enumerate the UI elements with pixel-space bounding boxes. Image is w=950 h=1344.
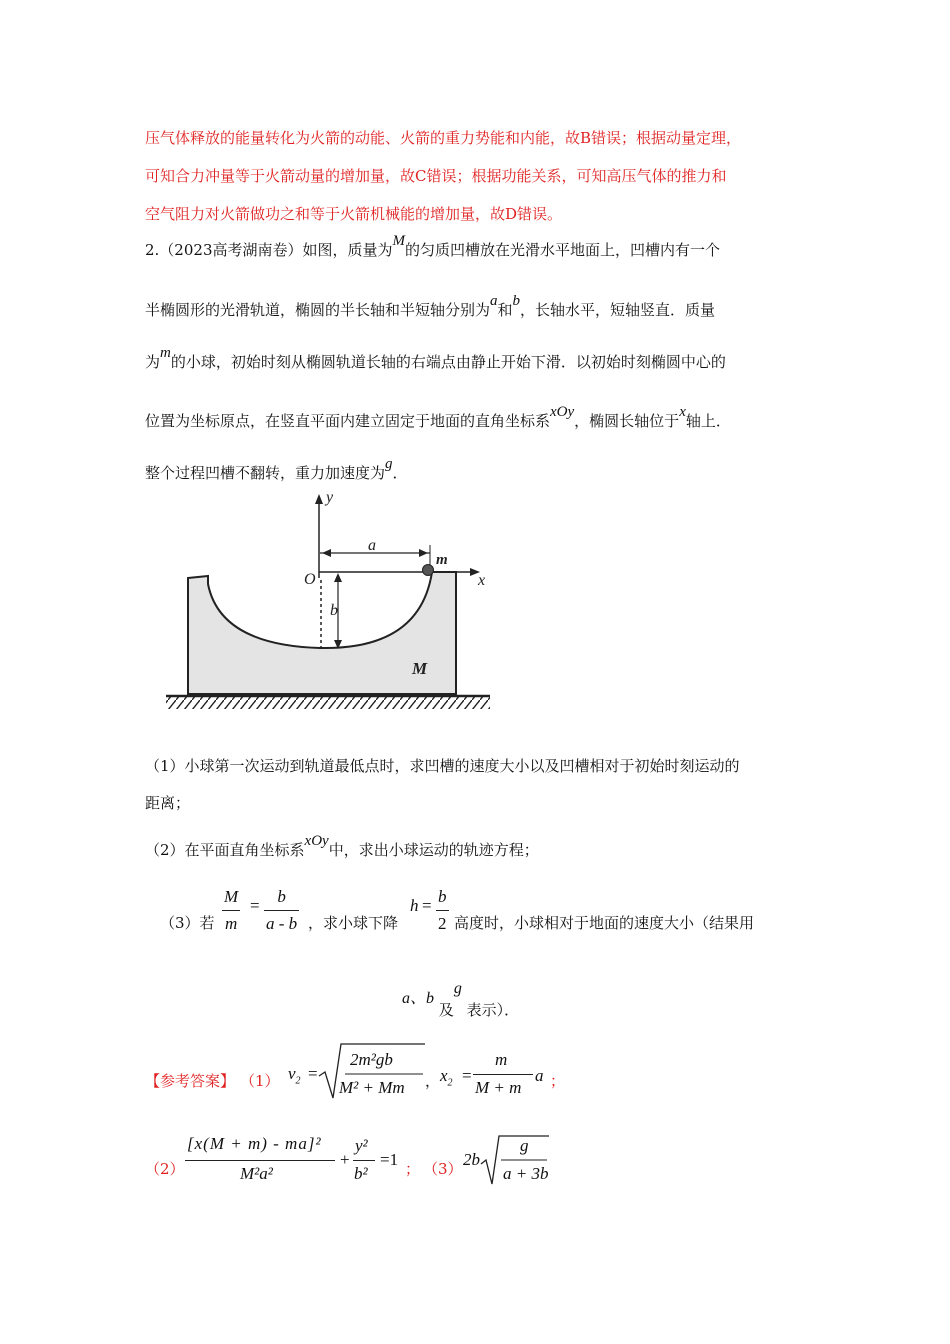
problem-line-3: 为m的小球，初始时刻从椭圆轨道长轴的右端点由静止开始下滑．以初始时刻椭圆中心的 <box>145 345 726 371</box>
solution-line-2: 可知合力冲量等于火箭动量的增加量，故C错误；根据功能关系，可知高压气体的推力和 <box>145 167 727 185</box>
problem-line-5: 整个过程凹槽不翻转，重力加速度为g． <box>145 456 408 482</box>
M-label: M <box>412 659 428 678</box>
question-3-tail: a、b 及g 表示）． <box>402 980 520 1019</box>
question-1-line-1: （1）小球第一次运动到轨道最低点时，求凹槽的速度大小以及凹槽相对于初始时刻运动的 <box>145 757 740 775</box>
x-label: x <box>478 572 486 589</box>
ball <box>423 565 434 576</box>
y-arrow <box>315 494 323 504</box>
y-label: y <box>326 490 334 506</box>
groove-diagram <box>160 490 500 715</box>
solution-line-3: 空气阻力对火箭做功之和等于火箭机械能的增加量，故D错误。 <box>145 205 563 223</box>
m-label: m <box>436 552 448 568</box>
b-label: b <box>330 602 338 619</box>
problem-line-4: 位置为坐标原点，在竖直平面内建立固定于地面的直角坐标系xOy，椭圆长轴位于x轴上． <box>145 404 731 430</box>
ground-hatch <box>166 697 490 709</box>
answer-block: 【参考答案】 （1） $v_2$ = 2m²gb M² + Mm ， $x_2$ = m M + m a ； （2） [x(M + m) - ma]² M²a² + y² b² =1 ； （3） 2b g a + 3b <box>145 1040 845 1200</box>
answer-label: 【参考答案】 <box>145 1072 236 1090</box>
question-2: （2）在平面直角坐标系xOy中，求出小球运动的轨迹方程； <box>145 833 539 859</box>
a-label: a <box>368 537 376 554</box>
question-1-line-2: 距离； <box>145 794 191 812</box>
origin-label: O <box>304 571 316 588</box>
solution-line-1: 压气体释放的能量转化为火箭的动能、火箭的重力势能和内能，故B错误；根据动量定理， <box>145 129 742 147</box>
problem-line-2: 半椭圆形的光滑轨道，椭圆的半长轴和半短轴分别为a和b，长轴水平，短轴竖直．质量 <box>145 293 716 319</box>
problem-line-1: 2.（2023高考湖南卷）如图，质量为M的匀质凹槽放在光滑水平地面上，凹槽内有一个 <box>145 233 721 259</box>
